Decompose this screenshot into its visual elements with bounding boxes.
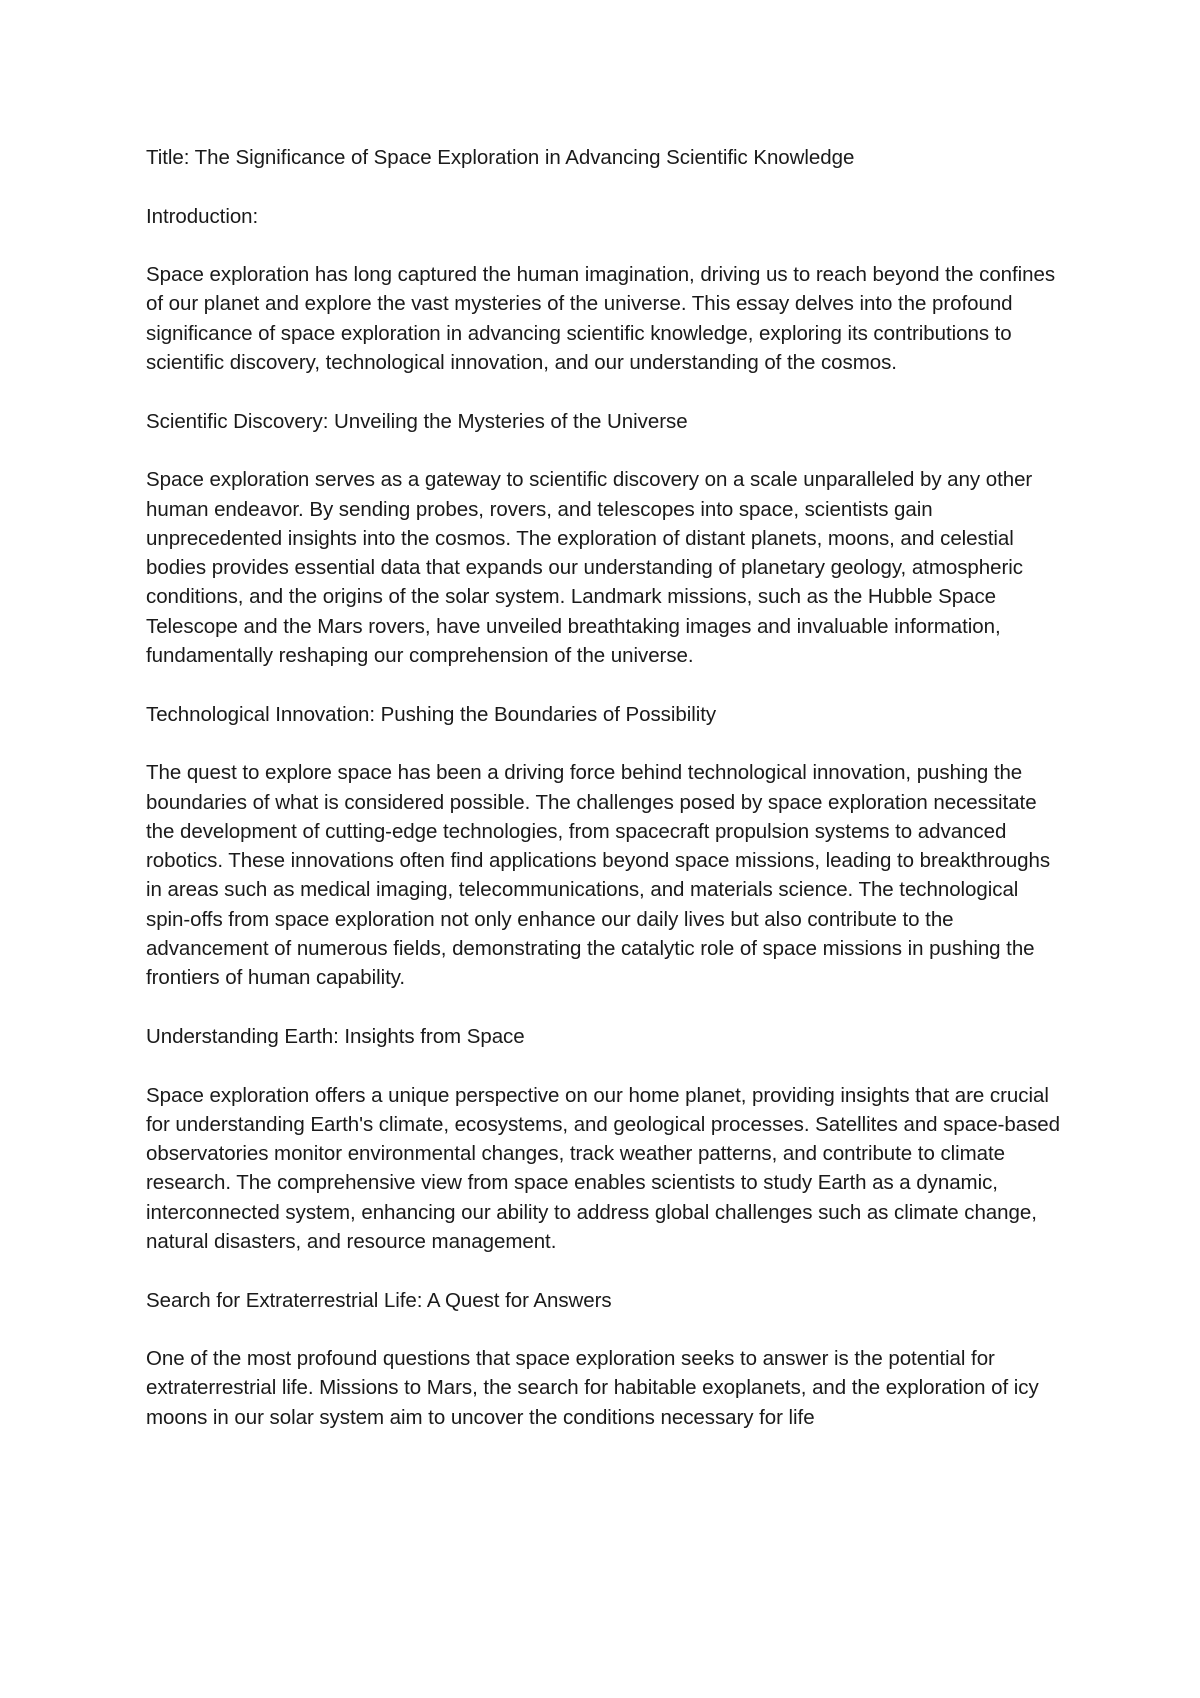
section-heading-extraterrestrial-life: Search for Extraterrestrial Life: A Quest for Answers	[146, 1288, 612, 1312]
section-paragraph-extraterrestrial-life: One of the most profound questions that space exploration seeks to answer is the potential for extraterrestrial life. Missions to Mars, the search for habitable exoplanets, and the exploration of icy moons in our solar system aim to uncover the conditions necessary for life	[146, 1347, 1039, 1429]
intro-paragraph: Space exploration has long captured the human imagination, driving us to reach beyond the confines of our planet and explore the vast mysteries of the universe. This essay delves into the profound significance of space exploration in advancing scientific knowledge, exploring its contributions to scientific discovery, technological innovation, and our understanding of the cosmos.	[146, 263, 1056, 375]
section-heading-scientific-discovery: Scientific Discovery: Unveiling the Mysteries of the Universe	[146, 409, 688, 433]
section-heading-technological-innovation: Technological Innovation: Pushing the Boundaries of Possibility	[146, 702, 717, 726]
intro-heading: Introduction:	[146, 204, 259, 228]
document-body	[146, 143, 1066, 1461]
document-title: Title: The Significance of Space Exploration in Advancing Scientific Knowledge	[146, 146, 855, 169]
section-paragraph-technological-innovation: The quest to explore space has been a driving force behind technological innovation, pushing the boundaries of what is considered possible. The challenges posed by space exploration necessitate the development of cutting-edge technologies, from spacecraft propulsion systems to advanced robotics. These innovations often find applications beyond space missions, leading to breakthroughs in areas such as medical imaging, telecommunications, and materials science. The technological spin-offs from space exploration not only enhance our daily lives but also contribute to the advancement of numerous fields, demonstrating the catalytic role of space missions in pushing the frontiers of human capability.	[146, 761, 1051, 990]
section-paragraph-understanding-earth: Space exploration offers a unique perspective on our home planet, providing insights that are crucial for understanding Earth's climate, ecosystems, and geological processes. Satellites and space-based observatories monitor environmental changes, track weather patterns, and contribute to climate research. The comprehensive view from space enables scientists to study Earth as a dynamic, interconnected system, enhancing our ability to address global challenges such as climate change, natural disasters, and resource management.	[146, 1083, 1060, 1253]
section-paragraph-scientific-discovery: Space exploration serves as a gateway to scientific discovery on a scale unparalleled by any other human endeavor. By sending probes, rovers, and telescopes into space, scientists gain unprecedented insights into the cosmos. The exploration of distant planets, moons, and celestial bodies provides essential data that expands our understanding of planetary geology, atmospheric conditions, and the origins of the solar system. Landmark missions, such as the Hubble Space Telescope and the Mars rovers, have unveiled breathtaking images and invaluable information, fundamentally reshaping our comprehension of the universe.	[146, 468, 1033, 668]
section-heading-understanding-earth: Understanding Earth: Insights from Space	[146, 1024, 525, 1048]
